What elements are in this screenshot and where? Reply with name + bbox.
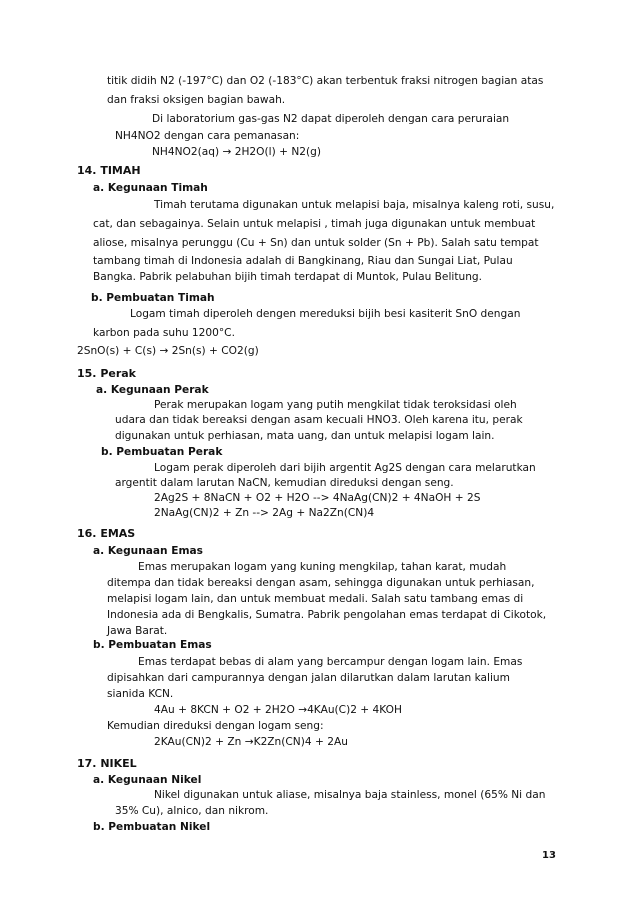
emas-kegunaan-line-1: Emas merupakan logam yang kuning mengkilap, tahan karat, mudah bbox=[138, 561, 507, 573]
nikel-kegunaan-line-1: Nikel digunakan untuk aliase, misalnya baja stainless, monel (65% Ni dan bbox=[154, 789, 546, 801]
nikel-kegunaan-line-2: 35% Cu), alnico, dan nikrom. bbox=[115, 805, 269, 817]
emas-kegunaan-line-5: Jawa Barat. bbox=[107, 625, 168, 637]
timah-pembuatan-line-2: karbon pada suhu 1200°C. bbox=[93, 327, 235, 339]
timah-kegunaan-line-3: aliose, misalnya perunggu (Cu + Sn) dan untuk solder (Sn + Pb). Salah satu tempat bbox=[93, 237, 539, 249]
subheading-kegunaan-timah: a. Kegunaan Timah bbox=[93, 182, 208, 194]
timah-kegunaan-line-5: Bangka. Pabrik pelabuhan bijih timah terdapat di Muntok, Pulau Belitung. bbox=[93, 271, 483, 283]
emas-kegunaan-line-2: ditempa dan tidak bereaksi dengan asam, sehingga digunakan untuk perhiasan, bbox=[107, 577, 535, 589]
timah-pembuatan-line-1: Logam timah diperoleh dengen mereduksi bijih besi kasiterit SnO dengan bbox=[130, 308, 521, 320]
section-heading-nikel: 17. NIKEL bbox=[77, 757, 137, 770]
subheading-pembuatan-nikel: b. Pembuatan Nikel bbox=[93, 821, 211, 833]
perak-pembuatan-line-1: Logam perak diperoleh dari bijih argentit Ag2S dengan cara melarutkan bbox=[154, 462, 536, 474]
emas-kegunaan-line-3: melapisi logam lain, dan untuk membuat medali. Salah satu tambang emas di bbox=[107, 593, 524, 605]
emas-pembuatan-line-2: dipisahkan dari campurannya dengan jalan dilarutkan dalam larutan kalium bbox=[107, 672, 510, 684]
subheading-pembuatan-timah: b. Pembuatan Timah bbox=[91, 292, 215, 304]
emas-pembuatan-line-3: sianida KCN. bbox=[107, 688, 174, 700]
intro-reaction: NH4NO2(aq) → 2H2O(l) + N2(g) bbox=[152, 146, 321, 158]
emas-kegunaan-line-4: Indonesia ada di Bengkalis, Sumatra. Pabrik pengolahan emas terdapat di Cikotok, bbox=[107, 609, 547, 621]
intro-line-4: NH4NO2 dengan cara pemanasan: bbox=[115, 130, 300, 142]
emas-reaction-2: 2KAu(CN)2 + Zn →K2Zn(CN)4 + 2Au bbox=[154, 736, 348, 748]
page-number: 13 bbox=[542, 850, 556, 861]
perak-pembuatan-line-2: argentit dalam larutan NaCN, kemudian direduksi dengan seng. bbox=[115, 477, 454, 489]
perak-kegunaan-line-1: Perak merupakan logam yang putih mengkilat tidak teroksidasi oleh bbox=[154, 399, 517, 411]
subheading-kegunaan-perak: a. Kegunaan Perak bbox=[96, 384, 209, 396]
perak-reaction-2: 2NaAg(CN)2 + Zn --> 2Ag + Na2Zn(CN)4 bbox=[154, 507, 375, 519]
emas-reaction-1: 4Au + 8KCN + O2 + 2H2O →4KAu(C)2 + 4KOH bbox=[154, 704, 402, 716]
timah-kegunaan-line-1: Timah terutama digunakan untuk melapisi baja, misalnya kaleng roti, susu, bbox=[154, 199, 555, 211]
subheading-kegunaan-emas: a. Kegunaan Emas bbox=[93, 545, 203, 557]
section-heading-timah: 14. TIMAH bbox=[77, 164, 141, 177]
emas-pembuatan-line-1: Emas terdapat bebas di alam yang bercampur dengan logam lain. Emas bbox=[138, 656, 523, 668]
section-heading-emas: 16. EMAS bbox=[77, 527, 136, 540]
emas-pembuatan-line-4: Kemudian direduksi dengan logam seng: bbox=[107, 720, 324, 732]
perak-kegunaan-line-3: digunakan untuk perhiasan, mata uang, dan untuk melapisi logam lain. bbox=[115, 430, 495, 442]
subheading-pembuatan-emas: b. Pembuatan Emas bbox=[93, 639, 212, 651]
timah-reaction: 2SnO(s) + C(s) → 2Sn(s) + CO2(g) bbox=[77, 345, 259, 357]
intro-line-1: titik didih N2 (-197°C) dan O2 (-183°C) akan terbentuk fraksi nitrogen bagian atas bbox=[107, 75, 544, 87]
subheading-kegunaan-nikel: a. Kegunaan Nikel bbox=[93, 774, 202, 786]
timah-kegunaan-line-4: tambang timah di Indonesia adalah di Bangkinang, Riau dan Sungai Liat, Pulau bbox=[93, 255, 513, 267]
perak-kegunaan-line-2: udara dan tidak bereaksi dengan asam kecuali HNO3. Oleh karena itu, perak bbox=[115, 414, 523, 426]
intro-line-2: dan fraksi oksigen bagian bawah. bbox=[107, 94, 286, 106]
perak-reaction-1: 2Ag2S + 8NaCN + O2 + H2O --> 4NaAg(CN)2 + 4NaOH + 2S bbox=[154, 492, 481, 504]
timah-kegunaan-line-2: cat, dan sebagainya. Selain untuk melapisi , timah juga digunakan untuk membuat bbox=[93, 218, 536, 230]
subheading-pembuatan-perak: b. Pembuatan Perak bbox=[101, 446, 223, 458]
intro-line-3: Di laboratorium gas-gas N2 dapat diperoleh dengan cara peruraian bbox=[152, 113, 510, 125]
section-heading-perak: 15. Perak bbox=[77, 367, 137, 380]
